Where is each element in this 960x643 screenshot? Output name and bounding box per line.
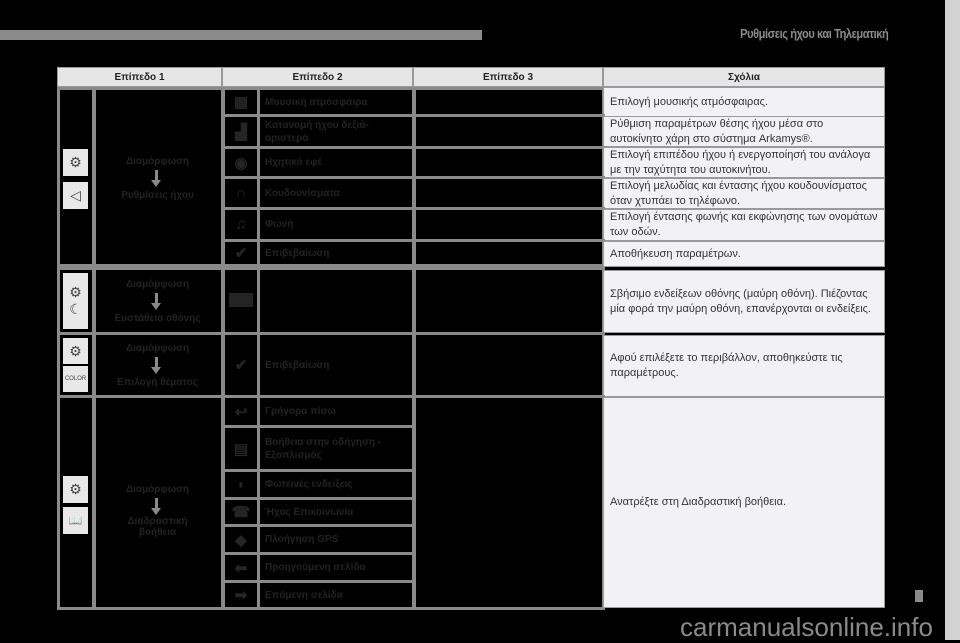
quick-back-icon: ↩ — [222, 395, 260, 428]
comment: Σβήσιμο ενδείξεων οθόνης (μαύρη οθόνη). Πιέζοντας μία φορά την μαύρη οθόνη, επανέρχονται οι ενδείξεις. — [603, 270, 885, 333]
settings-gears-icon: ⚙ — [63, 149, 88, 176]
voice-icon: ♫ — [222, 207, 260, 242]
level2-item[interactable]: Πλοήγηση GPS — [257, 524, 415, 555]
ringtone-icon: ∩ — [222, 176, 260, 210]
comment: Επιλογή μελωδίας και έντασης ήχου κουδουνίσματος όταν χτυπάει το τηλέφωνο. — [603, 178, 885, 209]
arrow-down-icon — [155, 357, 158, 369]
level2-item[interactable]: Επιβεβαίωση — [257, 239, 415, 267]
arrow-down-icon — [155, 170, 158, 182]
section-2-level1-cell — [93, 267, 224, 335]
level3-cell — [413, 87, 605, 117]
communication-icon: ☎ — [222, 497, 260, 527]
section-4-level1-to: Διαδραστική βοήθεια — [127, 516, 188, 538]
level2-item — [257, 267, 415, 335]
comment: Ρύθμιση παραμέτρων θέσης ήχου μέσα στο αυτοκίνητο χάρη στο σύστημα Arkamys®. — [603, 116, 885, 147]
black-screen-icon[interactable] — [229, 293, 253, 307]
next-page-icon: ➡ — [222, 580, 260, 610]
color-theme-icon: COLOR — [63, 366, 88, 392]
watermark: carmanualsonline.info — [680, 612, 933, 642]
level2-item[interactable]: Μουσική ατμόσφαιρα — [257, 87, 415, 117]
section-3-level1-from: Διαμόρφωση — [125, 343, 190, 354]
sound-distribution-icon: ▟ — [222, 114, 260, 149]
section-title: Ρυθμίσεις ήχου και Τηλεματική — [739, 26, 888, 41]
settings-gears-icon: ⚙ — [63, 338, 88, 364]
header-level-3: Επίπεδο 3 — [413, 67, 603, 87]
comment: Επιλογή έντασης φωνής και εκφώνησης των ονομάτων των οδών. — [603, 209, 885, 241]
level3-cell — [413, 176, 605, 210]
comment: Αποθήκευση παραμέτρων. — [603, 241, 885, 267]
sound-effect-icon: ◉ — [222, 146, 260, 179]
header-bar — [0, 30, 482, 40]
section-1-level1-to: Ρυθμίσεις ήχου — [121, 190, 194, 201]
level2-item[interactable]: Γρήγορα πίσω — [257, 395, 415, 428]
level2-item[interactable]: Κατανομή ήχου δεξιά-αριστερά — [257, 114, 415, 149]
section-1-level1-from: Διαμόρφωση — [125, 156, 190, 167]
music-atmosphere-icon: ▦ — [222, 87, 260, 117]
checkmark-icon: ✔ — [222, 239, 260, 267]
comment: Ανατρέξτε στη Διαδραστική βοήθεια. — [603, 397, 885, 608]
speaker-icon: ◁ — [63, 182, 88, 209]
gps-navigation-icon: ◆ — [222, 524, 260, 555]
previous-page-icon: ⬅ — [222, 552, 260, 583]
page-marker — [915, 590, 923, 602]
level2-item[interactable]: Βοήθεια στην οδήγηση - Εξοπλισμός — [257, 425, 415, 472]
section-2-level1-to: Ευστάθεια οθόνης — [114, 313, 201, 324]
header-level-1: Επίπεδο 1 — [57, 67, 222, 87]
section-1-icon-cell — [57, 87, 95, 267]
level3-cell — [413, 239, 605, 267]
level3-cell — [413, 207, 605, 242]
page-edge — [945, 0, 960, 640]
level2-item[interactable]: Φωτεινές ενδείξεις — [257, 469, 415, 500]
settings-gears-icon: ⚙ ☾ — [63, 273, 88, 329]
comment: Αφού επιλέξετε το περιβάλλον, αποθηκεύστε τις παραμέτρους. — [603, 335, 885, 397]
level3-cell — [413, 267, 605, 335]
moon-icon: ☾ — [69, 301, 82, 317]
level2-item[interactable]: Προηγούμενη σελίδα — [257, 552, 415, 583]
level2-item[interactable]: Επόμενη σελίδα — [257, 580, 415, 610]
checkmark-icon: ✔ — [222, 332, 260, 398]
level3-cell — [413, 332, 605, 398]
level2-item[interactable]: Φωνή — [257, 207, 415, 242]
section-1-level1-cell — [93, 87, 224, 267]
arrow-down-icon — [155, 293, 158, 305]
arrow-down-icon — [155, 498, 158, 510]
level2-item[interactable]: Ήχος Επικοινωνία — [257, 497, 415, 527]
section-2-level1-from: Διαμόρφωση — [125, 279, 190, 290]
section-4-level1-cell — [93, 395, 224, 610]
level3-cell — [413, 146, 605, 179]
level3-cell — [413, 114, 605, 149]
level2-item[interactable]: Κουδουνίσματα — [257, 176, 415, 210]
header-comments: Σχόλια — [603, 67, 885, 87]
section-4-level1-from: Διαμόρφωση — [125, 484, 190, 495]
section-3-level1-cell — [93, 332, 224, 398]
level2-item[interactable]: Ηχητικό εφέ — [257, 146, 415, 179]
comment: Επιλογή επιπέδου ήχου ή ενεργοποίησή του ανάλογα με την ταχύτητα του αυτοκινήτου. — [603, 147, 885, 178]
level2-item[interactable]: Επιβεβαίωση — [257, 332, 415, 398]
settings-gears-icon: ⚙ — [63, 476, 88, 503]
level3-cell — [413, 395, 605, 610]
comment: Επιλογή μουσικής ατμόσφαιρας. — [603, 87, 885, 117]
header-level-2: Επίπεδο 2 — [222, 67, 413, 87]
info-book-icon: 📖 — [63, 507, 88, 534]
section-3-level1-to: Επιλογή θέματος — [117, 377, 198, 388]
driving-assist-icon: ▤ — [222, 425, 260, 472]
warning-lights-icon: ◗ — [222, 469, 260, 500]
